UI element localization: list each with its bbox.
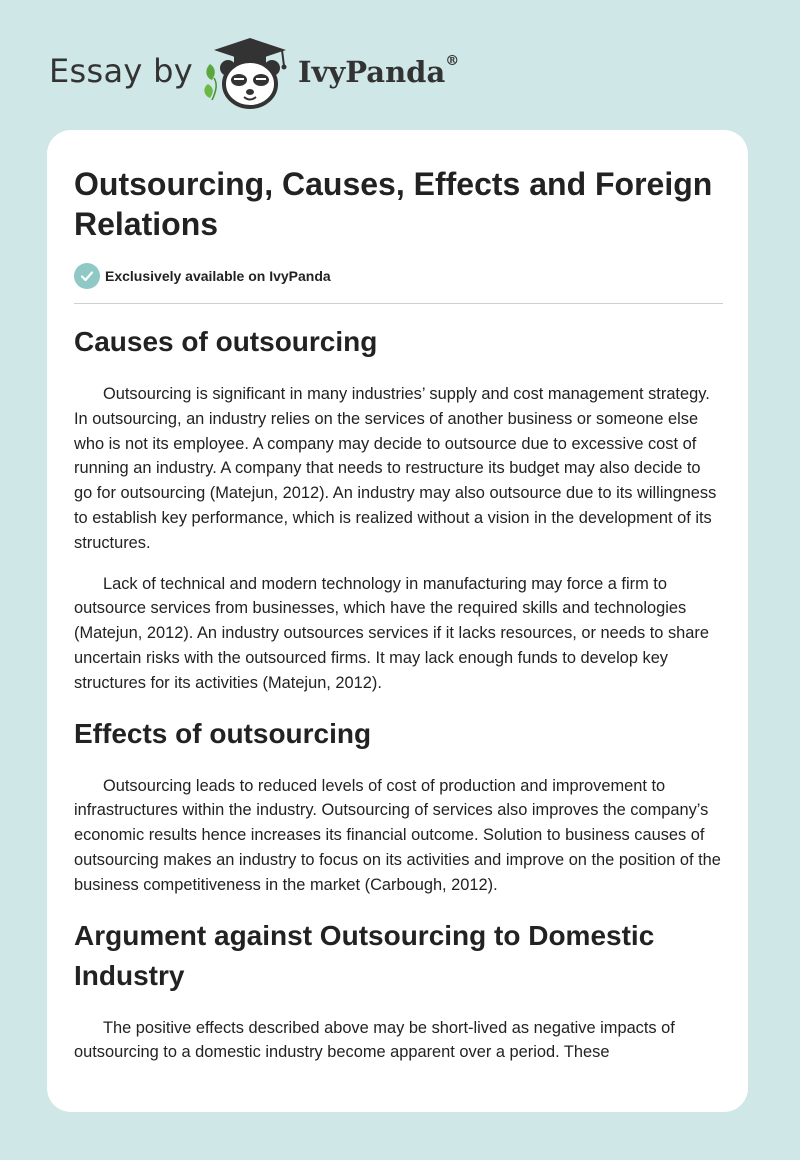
article-body xyxy=(74,322,723,1065)
brand-name[interactable]: IvyPanda® xyxy=(298,53,460,89)
section-heading-causes: Causes of outsourcing xyxy=(74,326,378,357)
badge-text: Exclusively available on IvyPanda xyxy=(105,268,331,284)
paragraph: The positive effects described above may be short-lived as negative impacts of outsourcing to a domestic industry become apparent over a period. These xyxy=(74,1018,675,1062)
paragraph: Lack of technical and modern technology in manufacturing may force a firm to outsource services from businesses, which have the required skills and technologies (Matejun, 2012). An industry outsources services if it lacks resources, or needs to share uncertain risks with the outsourced firms. It may lack enough funds to develop key structures for its activities (Matejun, 2012). xyxy=(74,574,709,692)
exclusive-badge xyxy=(74,262,331,290)
brand-prefix: Essay by xyxy=(49,52,193,90)
registered-mark: ® xyxy=(445,53,460,69)
paragraph: Outsourcing is significant in many industries’ supply and cost management strategy. In outsourcing, an industry relies on the services of another business or someone else who is not its employee. A company may decide to outsource due to excessive cost of running an industry. A company that needs to restructure its budget may also decide to go for outsourcing (Matejun, 2012). An industry may also outsource due to its willingness to establish key performance, which is realized without a vision in the development of its structures. xyxy=(74,385,717,552)
section-heading-argument: Argument against Outsourcing to Domestic Industry xyxy=(74,919,655,991)
panda-graduate-logo-icon[interactable] xyxy=(198,34,298,110)
site-header xyxy=(0,0,800,130)
check-circle-icon xyxy=(74,263,100,289)
article-title: Outsourcing, Causes, Effects and Foreign Relations xyxy=(74,166,713,242)
article-card xyxy=(47,130,748,1112)
section-heading-effects: Effects of outsourcing xyxy=(74,717,372,749)
divider xyxy=(74,303,723,304)
paragraph: Outsourcing leads to reduced levels of cost of production and improvement to infrastructures within the industry. Outsourcing of services also improves the company’s economic results hence increases its financial outcome. Solution to business causes of outsourcing makes an industry to focus on its activities and improve on the position of the business competitiveness in the market (Carbough, 2012). xyxy=(74,776,721,894)
